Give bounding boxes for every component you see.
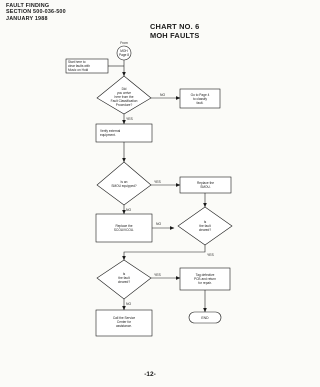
start-note-box [66, 59, 108, 73]
label-no-1: NO [160, 93, 166, 97]
page-number: -12- [144, 371, 156, 378]
connector-text-1: MOH [120, 49, 128, 53]
goto-page4-box [180, 89, 220, 108]
svg-text:Is an: Is an [120, 180, 128, 184]
from-label: From [120, 41, 128, 45]
start-note-1: Start here to [68, 60, 86, 64]
label-yes-3: YES [207, 253, 214, 257]
chart-number: CHART NO. 6 [150, 22, 200, 31]
end-terminal [189, 312, 221, 323]
svg-text:the fault: the fault [118, 276, 130, 280]
svg-text:Procedure?: Procedure? [115, 103, 133, 107]
svg-text:Did: Did [121, 87, 127, 91]
label-yes-4: YES [154, 273, 161, 277]
svg-text:cleared?: cleared? [117, 280, 131, 284]
decision-fault-cleared-left [97, 260, 151, 299]
svg-text:the fault: the fault [199, 224, 211, 228]
svg-text:SMOU equipped?: SMOU equipped? [111, 184, 137, 188]
svg-text:Go to Page 4: Go to Page 4 [190, 93, 210, 97]
decision-smou-equipped [97, 162, 151, 205]
chart-title: MOH FAULTS [150, 31, 200, 40]
verify-equipment-box [96, 124, 152, 142]
doc-section-number: SECTION 500-036-500 [6, 9, 66, 16]
svg-text:SCOU/VCOU.: SCOU/VCOU. [113, 228, 135, 232]
call-service-box [96, 310, 152, 336]
svg-text:for repair.: for repair. [198, 281, 212, 285]
svg-text:to classify: to classify [193, 97, 207, 101]
label-no-2: NO [126, 208, 132, 212]
svg-text:END: END [201, 316, 209, 320]
svg-text:Verify external: Verify external [100, 129, 121, 133]
label-no-4: NO [126, 302, 132, 306]
svg-text:Is: Is [203, 220, 207, 224]
svg-text:Tag defective: Tag defective [195, 273, 215, 277]
svg-text:Replace the: Replace the [115, 224, 133, 228]
tag-defective-box [180, 268, 230, 290]
svg-text:Center for: Center for [116, 320, 132, 324]
svg-text:equipment.: equipment. [100, 133, 116, 137]
doc-section-title: FAULT FINDING [6, 3, 50, 9]
svg-text:PCB and return: PCB and return [194, 277, 216, 281]
start-note-2: clear faults with [68, 64, 90, 68]
decision-fault-cleared-right [178, 207, 232, 245]
connector-text-2: Page 8 [118, 53, 130, 57]
label-yes-1: YES [126, 117, 133, 121]
svg-text:Replace the: Replace the [196, 181, 215, 185]
label-no-3: NO [156, 222, 162, 226]
svg-text:SMOU.: SMOU. [200, 185, 211, 189]
svg-text:here from the: here from the [114, 95, 134, 99]
replace-smou-box [180, 177, 231, 193]
svg-text:you arrive: you arrive [117, 91, 131, 95]
svg-text:fault.: fault. [196, 101, 204, 105]
connector-from-moh [117, 41, 131, 60]
svg-text:Call the Service: Call the Service [112, 316, 136, 320]
svg-text:Is: Is [122, 272, 126, 276]
replace-scou-box [96, 214, 152, 242]
label-yes-2: YES [154, 180, 161, 184]
svg-text:cleared?: cleared? [198, 228, 212, 232]
doc-date: JANUARY 1988 [6, 15, 48, 22]
decision-fault-classification [97, 76, 151, 114]
svg-text:Fault Classification: Fault Classification [110, 99, 138, 103]
start-note-3: Music on Hold [68, 68, 89, 72]
svg-text:assistance.: assistance. [116, 324, 132, 328]
